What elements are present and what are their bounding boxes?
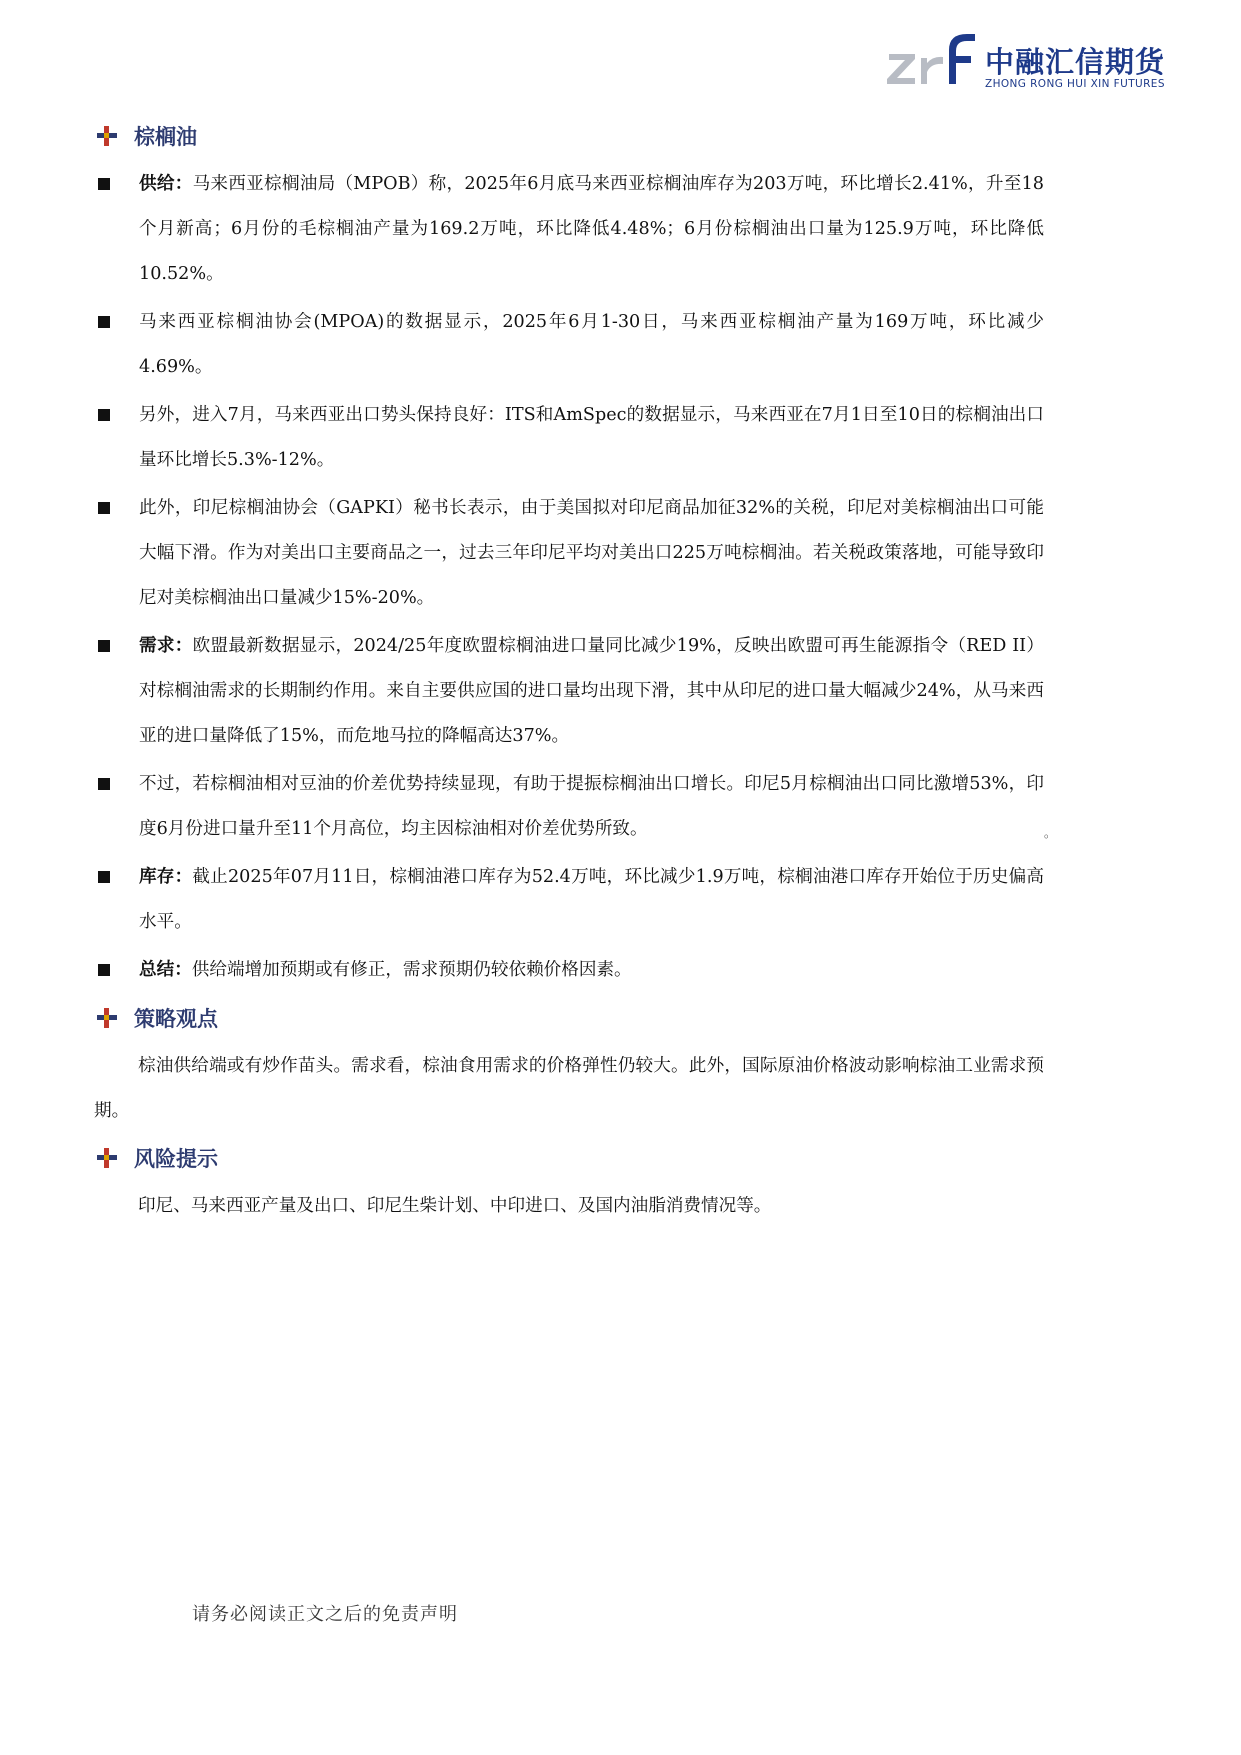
section-heading-strategy xyxy=(94,996,1044,1040)
bullet-label: 供给： xyxy=(139,174,193,194)
company-logo xyxy=(885,28,1185,98)
bullet-text: 马来西亚棕榈油协会(MPOA)的数据显示，2025年6月1-30日，马来西亚棕榈油产量为169万吨，环比减少4.69%。 xyxy=(139,312,1044,377)
bullet-square-icon xyxy=(98,778,110,790)
bullet-text: 不过，若棕榈油相对豆油的价差优势持续显现，有助于提振棕榈油出口增长。印尼5月棕榈油出口同比激增53%，印度6月份进口量升至11个月高位，均主因棕油相对价差优势所致。 xyxy=(139,774,1044,839)
bullet-text: 截止2025年07月11日，棕榈油港口库存为52.4万吨，环比减少1.9万吨，棕榈油港口库存开始位于历史偏高水平。 xyxy=(139,867,1044,932)
section-heading-palm-oil xyxy=(94,114,1044,158)
list-item-export xyxy=(94,393,1044,483)
section-marker-icon xyxy=(96,125,118,147)
palm-oil-bullet-list xyxy=(94,162,1044,993)
list-item-demand xyxy=(94,624,1044,759)
bullet-square-icon xyxy=(98,640,110,652)
list-item-inventory xyxy=(94,855,1044,945)
section-title: 风险提示 xyxy=(134,1147,218,1171)
bullet-label: 总结： xyxy=(139,960,192,980)
bullet-square-icon xyxy=(98,178,110,190)
list-item-summary xyxy=(94,948,1044,993)
logo-english-name: ZHONG RONG HUI XIN FUTURES xyxy=(985,78,1165,90)
risk-paragraph: 印尼、马来西亚产量及出口、印尼生柴计划、中印进口、及国内油脂消费情况等。 xyxy=(138,1196,772,1216)
section-marker-icon xyxy=(96,1147,118,1169)
bullet-text: 另外，进入7月，马来西亚出口势头保持良好：ITS和AmSpec的数据显示，马来西亚在7月1日至10日的棕榈油出口量环比增长5.3%-12%。 xyxy=(139,405,1044,470)
footer-disclaimer: 请务必阅读正文之后的免责声明 xyxy=(192,1604,458,1625)
bullet-square-icon xyxy=(98,502,110,514)
report-body xyxy=(94,114,1044,1231)
list-item-spread xyxy=(94,762,1044,852)
section-marker-icon xyxy=(96,1007,118,1029)
bullet-text: 供给端增加预期或有修正，需求预期仍较依赖价格因素。 xyxy=(191,960,632,980)
stray-punctuation: 。 xyxy=(1044,826,1057,840)
bullet-text: 此外，印尼棕榈油协会（GAPKI）秘书长表示，由于美国拟对印尼商品加征32%的关税，印尼对美棕榈油出口可能大幅下滑。作为对美出口主要商品之一，过去三年印尼平均对美出口225万吨棕榈油。若关税政策落地，可能导致印尼对美棕榈油出口量减少15%-20%。 xyxy=(139,498,1044,608)
logo-chinese-name: 中融汇信期货 xyxy=(985,45,1166,79)
zrf-logo-icon xyxy=(885,28,977,92)
bullet-label: 需求： xyxy=(139,636,193,656)
bullet-square-icon xyxy=(98,964,110,976)
strategy-paragraph: 棕油供给端或有炒作苗头。需求看，棕油食用需求的价格弹性仍较大。此外，国际原油价格波动影响棕油工业需求预期。 xyxy=(94,1056,1044,1121)
bullet-text: 马来西亚棕榈油局（MPOB）称，2025年6月底马来西亚棕榈油库存为203万吨，环比增长2.41%，升至18个月新高；6月份的毛棕榈油产量为169.2万吨，环比降低4.48%；6月份棕榈油出口量为125.9万吨，环比降低10.52%。 xyxy=(139,174,1044,284)
bullet-square-icon xyxy=(98,316,110,328)
bullet-square-icon xyxy=(98,409,110,421)
bullet-text: 欧盟最新数据显示，2024/25年度欧盟棕榈油进口量同比减少19%，反映出欧盟可再生能源指令（RED II）对棕榈油需求的长期制约作用。来自主要供应国的进口量均出现下滑，其中从印尼的进口量大幅减少24%，从马来西亚的进口量降低了15%，而危地马拉的降幅高达37%。 xyxy=(139,636,1044,746)
bullet-label: 库存： xyxy=(139,867,193,887)
section-title: 策略观点 xyxy=(134,1007,218,1031)
section-heading-risk xyxy=(94,1136,1044,1180)
list-item-mpoa xyxy=(94,300,1044,390)
bullet-square-icon xyxy=(98,871,110,883)
list-item-gapki xyxy=(94,486,1044,621)
section-title: 棕榈油 xyxy=(134,125,197,149)
list-item-supply xyxy=(94,162,1044,297)
